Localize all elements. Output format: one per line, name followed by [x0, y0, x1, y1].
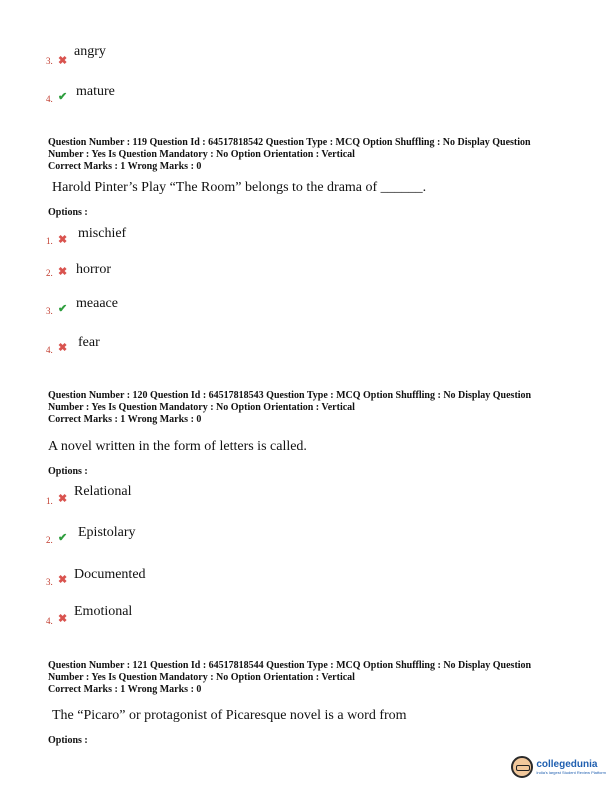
option-text: meaace [76, 296, 118, 311]
option-text: mischief [78, 226, 127, 241]
question-120-meta [48, 390, 568, 426]
option-number: 4. [46, 94, 53, 104]
option-text: Relational [74, 484, 132, 499]
marks-line: Correct Marks : 1 Wrong Marks : 0 [48, 414, 202, 425]
option-number: 4. [46, 345, 53, 355]
option-text: Documented [74, 567, 146, 582]
wrong-mark-icon: ✖ [58, 574, 68, 586]
option-number: 1. [46, 496, 53, 506]
meta-line-1: Question Number : 119 Question Id : 64517818542 Question Type : MCQ Option Shuffling : No Display Question [48, 137, 531, 148]
wrong-mark-icon: ✖ [58, 493, 68, 505]
logo-tagline: India's largest Student Review Platform [536, 769, 606, 775]
option-number: 3. [46, 56, 53, 66]
option-number: 3. [46, 577, 53, 587]
question-121-text: The “Picaro” or protagonist of Picaresque novel is a word from [52, 708, 407, 723]
question-119-text: Harold Pinter’s Play “The Room” belongs to the drama of ______. [52, 180, 427, 195]
logo-name: collegedunia [536, 758, 598, 770]
right-mark-icon: ✔ [58, 91, 68, 103]
question-121-meta [48, 660, 568, 696]
meta-line-1: Question Number : 120 Question Id : 64517818543 Question Type : MCQ Option Shuffling : No Display Question [48, 390, 532, 401]
collegedunia-logo [511, 756, 606, 778]
right-mark-icon: ✔ [58, 303, 68, 315]
meta-line-1: Question Number : 121 Question Id : 64517818544 Question Type : MCQ Option Shuffling : No Display Question [48, 660, 532, 671]
options-label: Options : [48, 466, 88, 477]
meta-line-2: Number : Yes Is Question Mandatory : No Option Orientation : Vertical [48, 402, 355, 413]
option-number: 2. [46, 268, 53, 278]
right-mark-icon: ✔ [58, 532, 68, 544]
option-text: horror [76, 262, 111, 277]
wrong-mark-icon: ✖ [58, 266, 68, 278]
wrong-mark-icon: ✖ [58, 342, 68, 354]
marks-line: Correct Marks : 1 Wrong Marks : 0 [48, 161, 202, 172]
options-label: Options : [48, 735, 88, 746]
logo-mascot-icon [511, 756, 533, 778]
meta-line-2: Number : Yes Is Question Mandatory : No Option Orientation : Vertical [48, 672, 355, 683]
wrong-mark-icon: ✖ [58, 55, 68, 67]
option-number: 4. [46, 616, 53, 626]
wrong-mark-icon: ✖ [58, 234, 68, 246]
option-text: Emotional [74, 604, 133, 619]
meta-line-2: Number : Yes Is Question Mandatory : No Option Orientation : Vertical [48, 149, 355, 160]
option-text: mature [76, 84, 115, 99]
wrong-mark-icon: ✖ [58, 613, 68, 625]
option-text: fear [78, 335, 100, 350]
question-119-meta [48, 137, 568, 173]
option-number: 3. [46, 306, 53, 316]
options-label: Options : [48, 207, 88, 218]
marks-line: Correct Marks : 1 Wrong Marks : 0 [48, 684, 202, 695]
option-text: angry [74, 44, 106, 59]
question-120-text: A novel written in the form of letters is called. [48, 439, 307, 454]
option-text: Epistolary [78, 525, 136, 540]
option-number: 2. [46, 535, 53, 545]
option-number: 1. [46, 236, 53, 246]
